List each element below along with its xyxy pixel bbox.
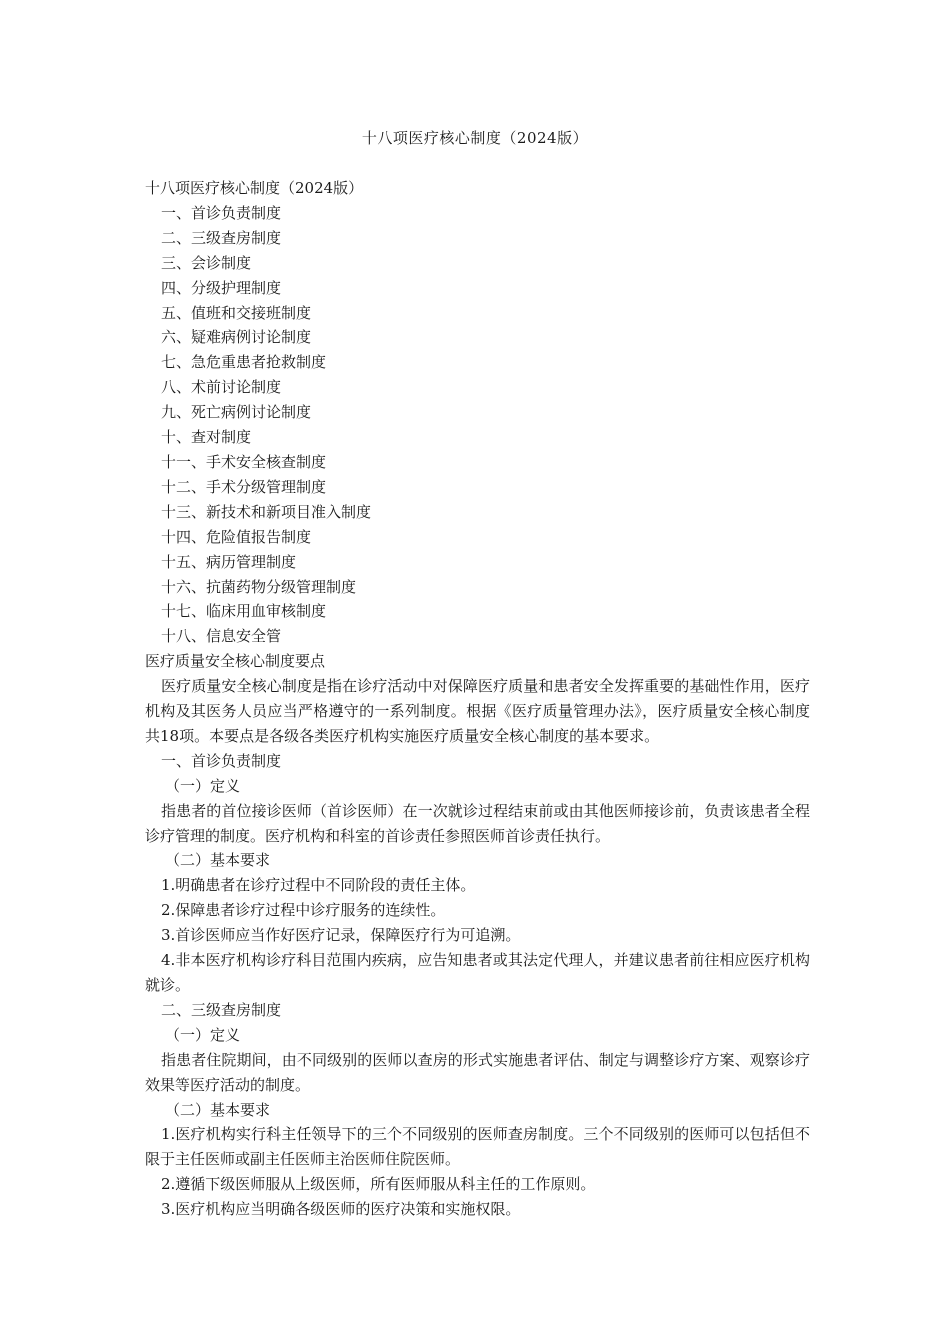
- section-1-requirement: 3.首诊医师应当作好医疗记录，保障医疗行为可追溯。: [161, 926, 521, 945]
- section-first-visit: [145, 749, 810, 998]
- toc-item: 十五、病历管理制度: [161, 552, 297, 571]
- section-1-requirement: 1.明确患者在诊疗过程中不同阶段的责任主体。: [161, 876, 476, 895]
- section-2-requirement: 3.医疗机构应当明确各级医师的医疗决策和实施权限。: [161, 1200, 521, 1219]
- toc-item: 十三、新技术和新项目准入制度: [161, 502, 372, 521]
- toc-item: 十二、手术分级管理制度: [161, 477, 327, 496]
- section-1-definition-text: 指患者的首位接诊医师（首诊医师）在一次就诊过程结束前或由其他医师接诊前，负责该患者全程诊疗管理的制度。医疗机构和科室的首诊责任参照医师首诊责任执行。: [145, 801, 810, 845]
- section-three-level-rounds: [145, 998, 810, 1222]
- section-2-heading: 二、三级查房制度: [161, 1000, 282, 1019]
- toc-item: 十、查对制度: [161, 428, 252, 447]
- document-title: 十八项医疗核心制度（2024版）: [361, 129, 589, 147]
- toc-item: 一、首诊负责制度: [161, 203, 282, 222]
- toc-item: 八、术前讨论制度: [161, 378, 282, 397]
- toc-item: 十八、信息安全管: [161, 627, 282, 646]
- section-1-requirement: 4.非本医疗机构诊疗科目范围内疾病，应告知患者或其法定代理人，并建议患者前往相应医疗机构就诊。: [145, 951, 810, 994]
- section-1-definition-label: （一）定义: [165, 776, 241, 795]
- toc-item: 四、分级护理制度: [161, 278, 282, 297]
- toc-item: 九、死亡病例讨论制度: [161, 403, 312, 422]
- section-2-requirement: 1.医疗机构实行科主任领导下的三个不同级别的医师查房制度。三个不同级别的医师可以包括但不限于主任医师或副主任医师主治医师住院医师。: [145, 1125, 810, 1169]
- toc-item: 十七、临床用血审核制度: [161, 602, 327, 621]
- toc-item: 十一、手术安全核查制度: [161, 452, 327, 471]
- intro-paragraph: 医疗质量安全核心制度是指在诊疗活动中对保障医疗质量和患者安全发挥重要的基础性作用，医疗机构及其医务人员应当严格遵守的一系列制度。根据《医疗质量管理办法》，医疗质量安全核心制度共18项。本要点是各级各类医疗机构实施医疗质量安全核心制度的基本要求。: [145, 677, 810, 745]
- toc-item: 五、值班和交接班制度: [161, 303, 312, 322]
- toc-heading: 十八项医疗核心制度（2024版）: [145, 179, 364, 197]
- section-1-requirements-label: （二）基本要求: [165, 851, 271, 870]
- toc-item: 三、会诊制度: [161, 253, 252, 272]
- section-1-requirement: 2.保障患者诊疗过程中诊疗服务的连续性。: [161, 901, 446, 920]
- section-2-definition-label: （一）定义: [165, 1025, 241, 1044]
- document-body: [145, 176, 810, 1222]
- section-heading: 医疗质量安全核心制度要点: [145, 652, 326, 671]
- toc-list: [145, 201, 810, 649]
- section-2-requirements-label: （二）基本要求: [165, 1100, 271, 1119]
- toc-item: 十六、抗菌药物分级管理制度: [161, 577, 357, 596]
- toc-item: 七、急危重患者抢救制度: [161, 353, 327, 372]
- toc-item: 六、疑难病例讨论制度: [161, 328, 312, 347]
- toc-item: 十四、危险值报告制度: [161, 527, 312, 546]
- section-2-definition-text: 指患者住院期间，由不同级别的医师以查房的形式实施患者评估、制定与调整诊疗方案、观察诊疗效果等医疗活动的制度。: [145, 1050, 810, 1094]
- toc-item: 二、三级查房制度: [161, 228, 282, 247]
- section-1-heading: 一、首诊负责制度: [161, 751, 282, 770]
- section-2-requirement: 2.遵循下级医师服从上级医师，所有医师服从科主任的工作原则。: [161, 1175, 596, 1194]
